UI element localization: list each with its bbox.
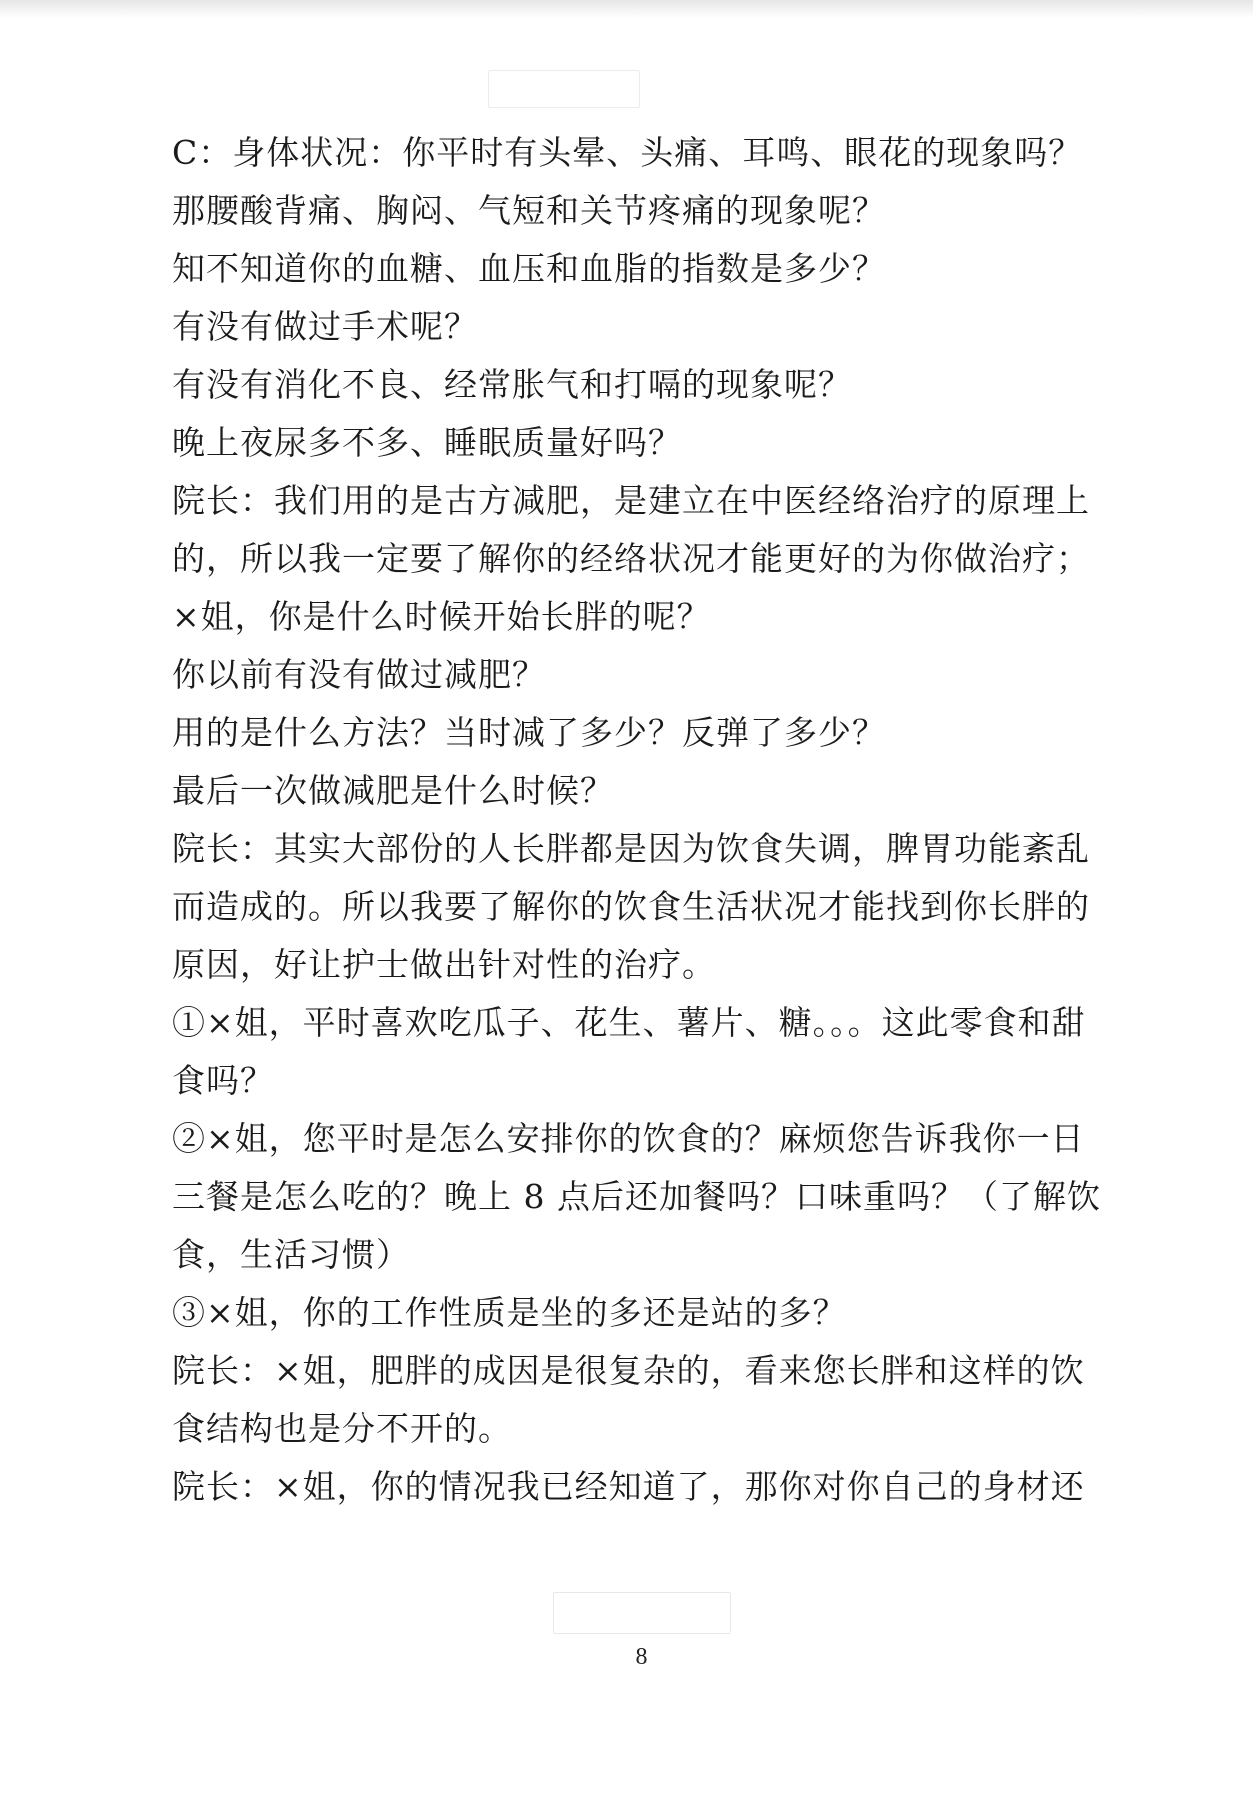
text-line: 用的是什么方法？当时减了多少？反弹了多少？: [172, 713, 886, 752]
text-line: 的，所以我一定要了解你的经络状况才能更好的为你做治疗；: [172, 539, 1090, 578]
text-line: 而造成的。所以我要了解你的饮食生活状况才能找到你长胖的: [172, 887, 1090, 926]
text-line: 原因，好让护士做出针对性的治疗。: [172, 945, 716, 984]
text-line: ②×姐，您平时是怎么安排你的饮食的？麻烦您告诉我你一日: [172, 1119, 1085, 1158]
text-line: 食结构也是分不开的。: [172, 1409, 512, 1448]
text-line: ①×姐，平时喜欢吃瓜子、花生、薯片、糖。。。这此零食和甜: [172, 1003, 1086, 1042]
page-number: 8: [635, 1644, 648, 1670]
text-line: 最后一次做减肥是什么时候？: [172, 771, 614, 810]
text-line: ③×姐，你的工作性质是坐的多还是站的多？: [172, 1293, 847, 1332]
document-body: [172, 124, 1132, 1516]
text-line: 院长：×姐，肥胖的成因是很复杂的，看来您长胖和这样的饮: [172, 1351, 1085, 1390]
text-line: 食吗？: [172, 1061, 274, 1100]
scan-artifact-bottom: [553, 1592, 731, 1634]
text-line: 有没有做过手术呢？: [172, 307, 478, 346]
text-line: 晚上夜尿多不多、睡眠质量好吗？: [172, 423, 682, 462]
text-line: 有没有消化不良、经常胀气和打嗝的现象呢？: [172, 365, 852, 404]
text-line: 院长：其实大部份的人长胖都是因为饮食失调，脾胃功能紊乱: [172, 829, 1090, 868]
text-line: 院长：×姐，你的情况我已经知道了，那你对你自己的身材还: [172, 1467, 1085, 1506]
text-line: 你以前有没有做过减肥？: [172, 655, 546, 694]
text-line: 知不知道你的血糖、血压和血脂的指数是多少？: [172, 249, 886, 288]
text-line: C：身体状况：你平时有头晕、头痛、耳鸣、眼花的现象吗？: [172, 133, 1083, 172]
text-line: 三餐是怎么吃的？晚上 8 点后还加餐吗？口味重吗？（了解饮: [172, 1177, 1101, 1216]
scan-artifact-top: [488, 70, 640, 108]
text-line: 食，生活习惯）: [172, 1235, 410, 1274]
text-line: 院长：我们用的是古方减肥，是建立在中医经络治疗的原理上: [172, 481, 1090, 520]
text-line: 那腰酸背痛、胸闷、气短和关节疼痛的现象呢？: [172, 191, 886, 230]
scan-top-edge: [0, 0, 1253, 18]
text-line: ×姐，你是什么时候开始长胖的呢？: [172, 597, 711, 636]
